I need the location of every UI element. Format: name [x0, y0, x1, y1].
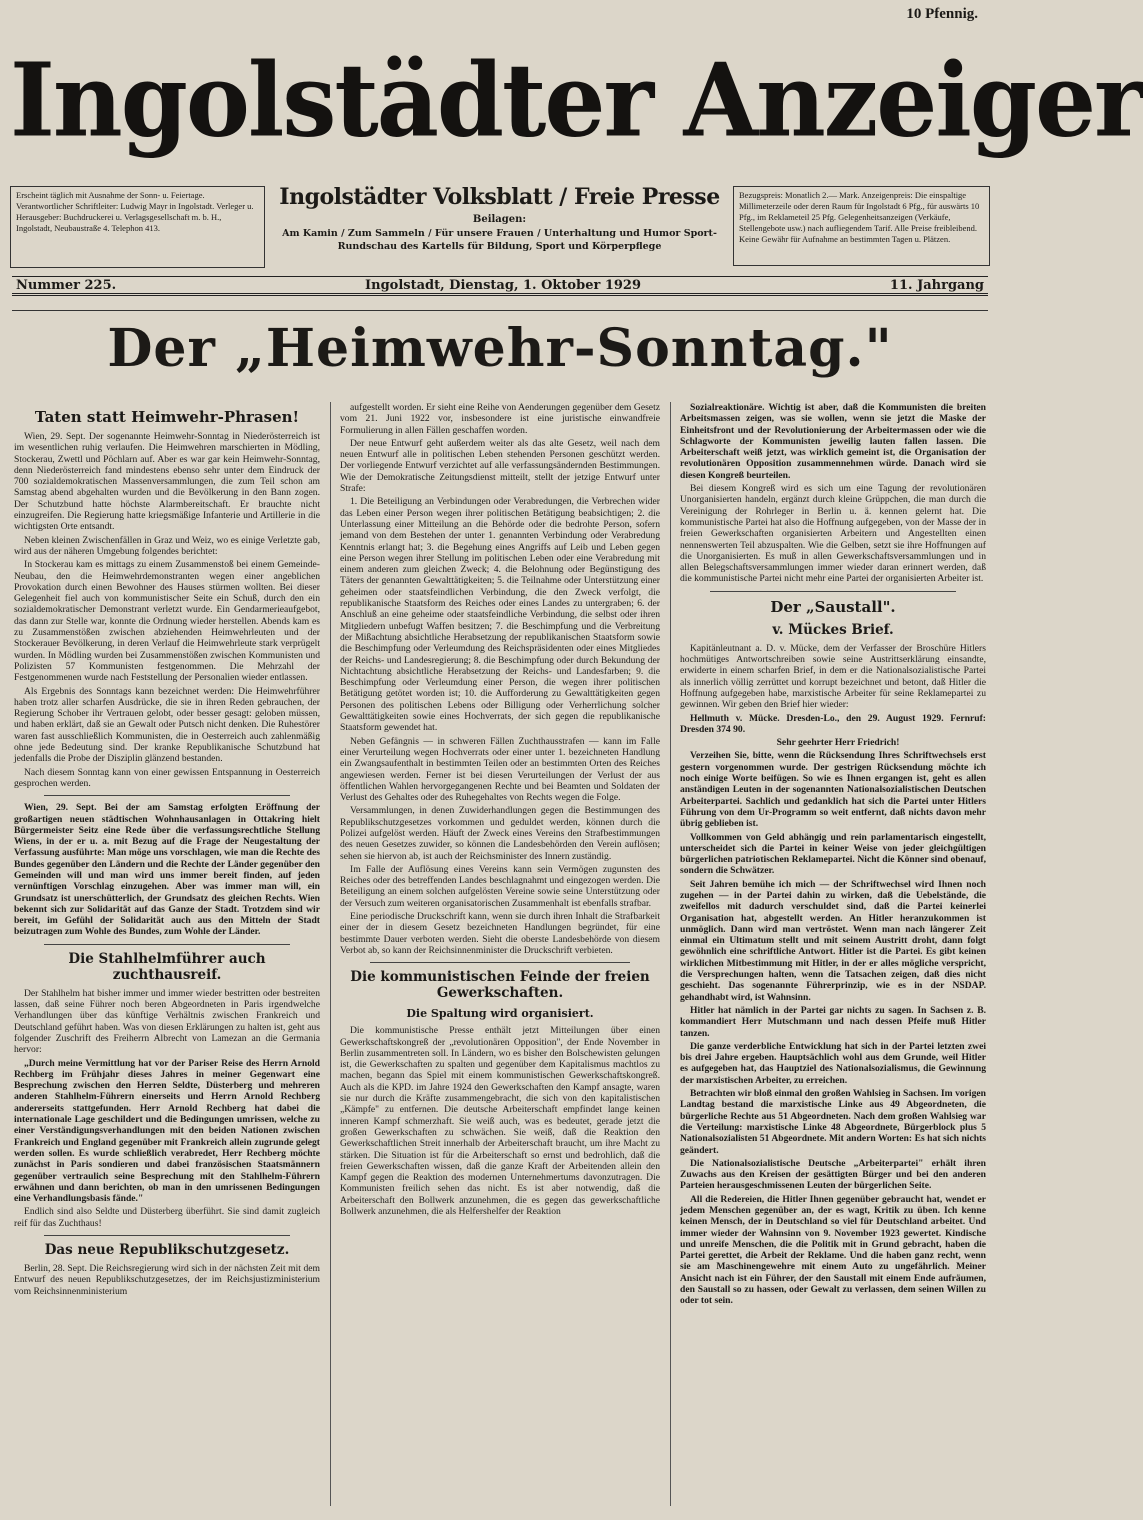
article-paragraph: In Stockerau kam es mittags zu einem Zusammenstoß bei einem Gemeinde-Neubau, den die Heimwehrdemonstranten wegen einer angeblichen Provokation durch einen Bewohner des Hauses stürmen wollten. Bei dieser Gelegenheit fiel auch von kommunistischer Seite ein Schuß, durch den ein sozialdemokratischer Demonstrant verletzt wurde. Ein Gendarmerieaufgebot, das dann zur Stelle war, konnte die Ordnung wieder herstellen. Abends kam es zu Zusammenstößen zwischen abziehenden Heimwehrleuten und der Stockerauer Bevölkerung, in deren Verlauf die Heimwehrleute stark verprügelt wurden. In Mödling wurden bei Zusammenstößen zwischen Kommunisten und Polizisten 57 Kommunisten festgenommen. Die Mehrzahl der Festgenommenen wurde nach Feststellung der Personalien wieder entlassen. [14, 559, 320, 684]
article-paragraph: Eine periodische Druckschrift kann, wenn sie durch ihren Inhalt die Strafbarkeit einer der in diesem Gesetz bezeichneten Handlungen begründet, für eine bestimmte Dauer verboten werden. Sieht die oberste Landesbehörde von diesem Verbot ab, so kann der Reichsinnenminister die Druckschrift verbieten. [340, 911, 660, 956]
volume-number: 11. Jahrgang [889, 277, 984, 293]
column-1 [14, 402, 320, 1508]
separator [44, 1235, 290, 1236]
article-paragraph: Neben Gefängnis — in schweren Fällen Zuchthausstrafen — kann im Falle einer Verurteilung wegen Hochverrats oder einer unter 1. bezeichneten Handlung ein Zwangsaufenthalt in bestimmten Teilen oder an bestimmten Orten des Reiches angewiesen werden. Ferner ist bei diesen Verurteilungen der Verlust der aus öffentlichen Wahlen hervorgegangenen Rechte und bei Beamten und Soldaten der Verlust des Gehaltes oder des Ruhegehaltes von Rechts wegen die Folge. [340, 735, 660, 804]
masthead: Ingolstädter Anzeiger [10, 41, 1143, 160]
separator [710, 591, 956, 592]
column-2 [340, 402, 660, 1508]
article-paragraph: Im Falle der Auflösung eines Vereins kann sein Vermögen zugunsten des Reiches oder des betreffenden Landes beschlagnahmt und eingezogen werden. Die Beteiligung an einem solchen aufgelösten Vereine sowie seine Unterstützung oder der Versuch zum weiteren organisatorischen Zusammenhalt ist ebenfalls strafbar. [340, 863, 660, 909]
article-paragraph: Betrachten wir bloß einmal den großen Wahlsieg in Sachsen. Im vorigen Landtag bestand die marxistische Linke aus 49 Abgeordneten, die bürgerliche Rechte aus 51 Abgeordneten. Nach dem großen Wahlsieg war die Verteilung: marxistische Linke 48 Abgeordnete, Bürgerblock plus 5 Nationalsozialisten 51 Abgeordnete. Mit andern Worten: Es hat sich nichts geändert. [680, 1088, 986, 1156]
article-paragraph: Der neue Entwurf geht außerdem weiter als das alte Gesetz, weil nach dem neuen Entwurf alle in politischen Leben stehenden Personen geschützt werden. Der vorliegende Entwurf verzichtet auf alle verfassungsändernden Bestimmungen. Wie der Demokratische Zeitungsdienst mitteilt, stellt der jetzige Entwurf unter Strafe: [340, 437, 660, 495]
publisher-info-box: Erscheint täglich mit Ausnahme der Sonn- u. Feiertage. Verantwortlicher Schriftleiter: Ludwig Mayr in Ingolstadt. Verleger u. Herausgeber: Buchdruckerei u. Verlagsgesellschaft m. b. H., Ingolstadt, Neubaustraße 4. Telephon 413. [10, 186, 265, 268]
article-heading: Die Stahlhelmführer auch zuchthausreif. [68, 950, 266, 983]
article-paragraph: Bei diesem Kongreß wird es sich um eine Tagung der revolutionären Unorganisierten handeln, ergänzt durch kleine Grüppchen, die man durch die Vereinigung der Rohrleger in Berlin u. ä. kennen gelernt hat. Die kommunistische Partei hat also die Hoffnung aufgegeben, von der Masse der in freien Gewerkschaften organisierten Arbeitern und Angestellten einen nennenswerten Teil abzuspalten. Wie die Gelben, setzt sie ihre Hoffnungen auf die Unorganisierten. Es muß in allen Gewerkschaftsversammlungen und in allen Belegschaftsversammlungen immer wieder daran erinnert werden, daß die kommunistische Partei nicht mehr eine Partei der organisierten Arbeiter ist. [680, 483, 986, 585]
article-heading: Der „Saustall". [770, 597, 896, 616]
article-paragraph: Neben kleinen Zwischenfällen in Graz und Weiz, wo es einige Verletzte gab, wird aus der näheren Umgebung folgendes berichtet: [14, 534, 320, 557]
dateline-bar [12, 276, 988, 296]
separator [44, 944, 290, 945]
issue-number: Nummer 225. [16, 277, 117, 293]
article-paragraph: Berlin, 28. Sept. Die Reichsregierung wird sich in der nächsten Zeit mit dem Entwurf des neuen Republikschutzgesetzes, der im Reichsjustizministerium vom Reichsinnenministerium [14, 1263, 320, 1297]
article-paragraph: All die Redereien, die Hitler Ihnen gegenüber gebraucht hat, wendet er jedem Menschen gegenüber an, der es wagt, Kritik zu üben. Ich kenne keinen Mensch, der in Deutschland so viel für Deutschland arbeitet. Und immer wieder der Wahnsinn von 9. November 1923 gewertet. Kindische und unreife Menschen, die die Politik mit in Grund gebracht, haben die Partei gerettet, die Arbeit der Reklame. Und die haben ganz recht, wenn sie am Maschinengewehre mit einem Auto zu ungefährlich. Meiner Ansicht nach ist ein Führer, der den Saustall mit einem Ende aufräumen, den Saustall so zu hassen, oder Gewalt zu verlassen, dem seinen Willen zu oder tot sein. [680, 1193, 986, 1307]
column-divider [670, 402, 671, 1506]
article-paragraph: Seit Jahren bemühe ich mich — der Schriftwechsel wird Ihnen noch zugehen — in der Partei dahin zu wirken, daß die Uebelstände, die zweifellos mit dadurch verschuldet sind, daß die Partei keinerlei Organisation hat, abgestellt werden. An Hitler heranzukommen ist unmöglich. Dann wird man vertröstet. Wenn man nach längerer Zeit einmal ein Ultimatum stellt und mit seinem Austritt droht, dann folgt gewöhnlich eine schriftliche Antwort. Hitler ist die Partei. Es gibt keinen wirklichen Mitbestimmung mit Hitler, in der er alles mögliche verspricht, die Versprechungen halten, wenn die Tatsachen zeigen, daß dies nicht geschieht. Das sogenannte Führerprinzip, wie es in der NSDAP. gehandhabt wird, ist Wahnsinn. [680, 878, 986, 1003]
article-paragraph: Endlich sind also Seldte und Düsterberg überführt. Sie sind damit zugleich reif für das Zuchthaus! [14, 1206, 320, 1229]
pricing-info-box: Bezugspreis: Monatlich 2.— Mark. Anzeigenpreis: Die einspaltige Millimeterzeile oder deren Raum für Ingolstadt 6 Pfg., für auswärts 10 Pfg., im Reklameteil 25 Pfg. Gelegenheitsanzeigen (Verkäufe, Stellengebote usw.) nach aufliegendem Tarif. Alle Preise freibleibend. Keine Gewähr für Aufnahme an bestimmten Tagen u. Plätzen. [733, 186, 990, 266]
article-heading: Die kommunistischen Feinde der freien Gewerkschaften. [350, 969, 650, 1002]
article-paragraph: Als Ergebnis des Sonntags kann bezeichnet werden: Die Heimwehrführer haben trotz aller scharfen Ausdrücke, die sie in ihren Reden gebrauchen, der Regierung Schober ihr Vertrauen gelobt, oder besser gesagt: geloben müssen, und haben erklärt, daß sie an Gewalt oder Putsch nicht denken. Die Ruhestörer waren fast ausschließlich Kommunisten, die in Oesterreich auch zahlenmäßig ohne jede Bedeutung sind. Der kranke Republikanische Schutzbund hat jedenfalls die Probe der Disziplin glänzend bestanden. [14, 685, 320, 765]
article-subheading: v. Mückes Brief. [772, 621, 894, 638]
article-heading: Taten statt Heimwehr-Phrasen! [34, 408, 300, 426]
article-paragraph: 1. Die Beteiligung an Verbindungen oder Verabredungen, die Verbrechen wider das Leben einer Person wegen ihrer politischen Betätigung beabsichtigen; 2. die Unterlassung einer Mitteilung an die Behörde oder die bedrohte Person, sofern jemand von dem Bestehen der unter 1. genannten Verbindung oder Verabredung Kenntnis erlangt hat; 3. die Begehung eines Angriffs auf Leib und Leben gegen eine Person wegen ihrer Stellung im politischen Leben oder eine Verabredung mit einem anderen zum gleichen Zweck; 4. die Belohnung oder Begünstigung des Täters der genannten Gewalttätigkeiten; 5. die Teilnahme oder Unterstützung einer geheimen oder staatsfeindlichen Verbindung, die den Zweck verfolgt, die republikanische Staatsform des Reiches oder eines Landes zu untergraben; 6. der Anschluß an eine geheime oder staatsfeindliche Verbindung, die selbst oder ihren Mitgliedern unbefugt Waffen besitzen; 7. die Beschimpfung und die Verbreitung der Mißachtung absichtliche Herabsetzung der republikanischen Staatsform sowie die Beschimpfung oder Verleumdung des Reichspräsidenten oder eines Mitgliedes der Reichs- und Landesregierung; 8. die Beschimpfung oder durch Bekundung der Nichtachtung absichtliche Herabsetzung der Reichs- und Landesfarben; 9. die Beschimpfung oder Verleumdung einer Person, die wegen ihrer politischen Betätigung getötet worden ist; 10. die Aufforderung zu Gewalttätigkeiten gegen Personen des politischen Lebens oder Billigung oder Verherrlichung solcher Gewalttätigkeiten sowie eines Hochverrats, der sich gegen die republikanische Staatsform gewendet hat. [340, 496, 660, 734]
subtitle-block [272, 184, 727, 253]
article-paragraph: Nach diesem Sonntag kann von einer gewissen Entspannung in Oesterreich gesprochen werden. [14, 766, 320, 789]
issue-date: Ingolstadt, Dienstag, 1. Oktober 1929 [365, 277, 642, 293]
subtitle: Ingolstädter Volksblatt / Freie Presse [279, 184, 720, 210]
article-paragraph: Die ganze verderbliche Entwicklung hat sich in der Partei letzten zwei bis drei Jahre ergeben. Hauptsächlich wohl aus dem Grunde, weil Hitler es aufgegeben hat, das Hauptziel des Nationalsozialismus, die Gewinnung der marxistischen Arbeiter, zu erreichen. [680, 1040, 986, 1086]
article-heading: Das neue Republikschutzgesetz. [44, 1242, 290, 1258]
column-divider [330, 402, 331, 1506]
article-paragraph: Hitler hat nämlich in der Partei gar nichts zu sagen. In Sachsen z. B. kommandiert Herr Mutschmann und nach dessen Pfeife muß Hitler tanzen. [680, 1004, 986, 1039]
separator [44, 795, 290, 796]
article-paragraph: Sozialreaktionäre. Wichtig ist aber, daß die Kommunisten die breiten Arbeitsmassen zeigen, was sie wollen, wenn sie jetzt die Maske der Einheitsfront und der Revolutionierung der Arbeitermassen oder wie die Schlagworte der Kommunisten jeweilig lauten fallen lassen. Die Arbeiterschaft weiß jetzt, was wirklich gemeint ist, die Organisation der revolutionären Opposition zusammennehmen würde. Danach wird sie diesen Kongreß beurteilen. [680, 402, 986, 481]
price: 10 Pfennig. [906, 6, 978, 22]
article-paragraph: Der Stahlhelm hat bisher immer und immer wieder bestritten oder bestreiten lassen, daß seine Führer noch beren Abgeordneten in Paris irgendwelche Verhandlungen über das künftige Verhältnis zwischen Frankreich und Deutschland geführt haben. Was von diesen Erklärungen zu halten ist, geht aus folgender Zuschrift des Freiherrn Albrecht von Lamezan an die Germania hervor: [14, 987, 320, 1056]
article-subheading: Die Spaltung wird organisiert. [406, 1007, 594, 1021]
letter-header: Hellmuth v. Mücke. Dresden-Lo., den 29. August 1929. Fernruf: Dresden 374 90. [680, 712, 986, 735]
article-paragraph: Die kommunistische Presse enthält jetzt Mitteilungen über einen Gewerkschaftskongreß der „revolutionären Opposition", der Ende November in Berlin zusammentreten soll. In Ländern, wo es bisher den Bolschewisten gelungen ist, die Gewerkschaften zu spalten und gegenüber dem Kapitalismus machtlos zu machen, begann das Spiel mit einem kommunistischen Gewerkschaftskongreß. Auch als die KPD. im Jahre 1924 den Gewerkschaften den Kampf ansagte, waren sie nur durch die Kräfte zusammengebracht, die sich von den kapitalistischen „Kämpfe" zu entfernen. Die deutsche Arbeiterschaft empfindet lange keinen inneren Kampf schmerzhaft. Sie weiß auch, was es bedeutet, gerade jetzt die großen Gewerkschaften zu schwächen. Sie weiß, daß die Reaktion den Gewerkschaftlichen Streit innerhalb der Arbeiterschaft braucht, um ihre Macht zu stärken. Die Situation ist für die Arbeiterschaft so ernst und bedrohlich, daß die freien Gewerkschaften wissen, daß die ganze Kraft der Arbeitenden allein den Kampf gegen die Reaktion des modernen Unternehmertums davonzutragen. Die Kommunisten freilich sehen das nicht. Es ist aber notwendig, daß die Arbeiterschaft den Bollwerk anzunehmen, die es gegen das gewerkschaftliche Bollwerk anzunehmen, die als Helfershelfer der Reaktion [340, 1025, 660, 1217]
article-paragraph: Kapitänleutnant a. D. v. Mücke, dem der Verfasser der Broschüre Hitlers hochmütiges Antwortschreiben sowie seine Austrittserklärung einsandte, erwiderte in einem scharfen Brief, in dem er die Nationalsozialistische Partei als innerlich völlig zerrüttet und korrupt bezeichnet und betont, daß Hitler die Hoffnung aufgegeben habe, marxistische Arbeiter für seine Reklamepartei zu gewinnen. Wir geben den Brief hier wieder: [680, 642, 986, 711]
column-3 [680, 402, 986, 1508]
article-paragraph: Verzeihen Sie, bitte, wenn die Rücksendung Ihres Schriftwechsels erst gestern vorgenommen wurde. Der gestrigen Rücksendung möchte ich noch einige Worte beifügen. So wie es Ihnen ergangen ist, geht es allen anständigen Leuten in der sogenannten Nationalsozialistischen Deutschen Arbeiterpartei. Sachlich und gedanklich hat sich die Partei unter Hitlers Führung von dem Ur-Programm so weit entfernt, daß nichts davon mehr übrig geblieben ist. [680, 750, 986, 830]
main-headline: Der „Heimwehr-Sonntag." [107, 318, 893, 379]
header-rule [12, 310, 988, 311]
letter-salutation: Sehr geehrter Herr Friedrich! [776, 737, 900, 749]
article-paragraph: aufgestellt worden. Er sieht eine Reihe von Aenderungen gegenüber dem Gesetz vom 21. Juni 1922 vor, insbesondere ist eine juristische einwandfreie Formulierung in allen Fällen geschaffen worden. [340, 402, 660, 436]
article-paragraph: „Durch meine Vermittlung hat vor der Pariser Reise des Herrn Arnold Rechberg im Frühjahr dieses Jahres in meiner Gegenwart eine Besprechung zwischen den Herren Seldte, Düsterberg und mehreren anderen Stahlhelm-Führern einerseits und Herrn Arnold Rechberg andererseits stattgefunden. Herr Arnold Rechberg hat dabei die internationale Lage geschildert und die Bedingungen umrissen, welche zu einer Verständigungsverhandlungen mit den beiden Nationen zwischen Frankreich und England gegenüber mit Frankreich allein zugrunde gelegt werden sollen. Es wurde schließlich verabredet, Herr Rechberg möchte zunächst in Paris sondieren und dabei französischen Staatsmännern gegenüber vertraulich seine Besprechung mit den Stahlhelm-Führern erwähnen und dann berichten, ob man in den umrissenen Bedingungen eine Verhandlungsbasis fände." [14, 1057, 320, 1205]
supplements-list: Am Kamin / Zum Sammeln / Für unsere Frauen / Unterhaltung und Humor Sport-Rundschau des Kartells für Bildung, Sport und Körperpflege [282, 228, 717, 252]
article-paragraph: Versammlungen, in denen Zuwiderhandlungen gegen die Bestimmungen des Republikschutzgesetzes vorkommen und geduldet werden, können durch die Polizei aufgelöst werden. Häuft der Zweck eines Vereins den Strafbestimmungen des neuen Gesetzes zuwider, so können die Landesbehörden den Verein auflösen; sehen sie hiervon ab, ist auch der Reichsminister des Innern zuständig. [340, 805, 660, 862]
article-paragraph: Die Nationalsozialistische Deutsche „Arbeiterpartei" erhält ihren Zuwachs aus den Kreisen der gesättigten Bürger und bei den anderen Parteien herausgeschmissenen Leuten der bürgerlichen Seite. [680, 1157, 986, 1192]
supplements-label: Beilagen: [472, 214, 527, 225]
separator [370, 962, 630, 963]
article-paragraph: Wien, 29. Sept. Bei der am Samstag erfolgten Eröffnung der großartigen neuen städtischen Wohnhausanlagen in Ottakring hielt Bürgermeister Seitz eine Rede über die verfassungsrechtliche Stellung Wiens, in der er u. a. mit Bezug auf die Frage der Neugestaltung der Verfassung ausführte: Man möge uns vorschlagen, wie man die Rechte des Bundes gegenüber den Ländern und die Rechte der Länder gegenüber den Gemeinden will und man wird uns immer bereit finden, auf jeden vernünftigen Vorschlag einzugehen. Aber was immer man will, ein Grundsatz ist unerschütterlich, der Grundsatz des gleichen Rechts. Wien bekennt sich zur Solidarität auf das Ganze der Stadt. Trotzdem sind wir bereit, im Gefühl der Solidarität auch aus den Mitteln der Stadt beizutragen zum Wohle des Bundes, zum Wohle der Länder. [14, 802, 320, 938]
article-paragraph: Vollkommen von Geld abhängig und rein parlamentarisch eingestellt, unterscheidet sich die Partei in keiner Weise von jeder gleichgültigen bürgerlichen patriotischen Reklamepartei. Nicht die Könner sind obenauf, sondern die Schwätzer. [680, 831, 986, 877]
article-paragraph: Wien, 29. Sept. Der sogenannte Heimwehr-Sonntag in Niederösterreich ist im wesentlichen ruhig verlaufen. Die Heimwehren marschierten in Mödling, Stockerau, Zwettl und Pöchlarn auf. Aber es war gar kein Heimwehr-Sonntag, denn Niederösterreich fand mindestens ebenso sehr unter dem Eindruck der 700 sozialdemokratischen Massenversammlungen, die zum Teil schon am Samstag abend abgehalten wurden und die Bevölkerung in den Bann zogen. Der Schutzbund hatte höchste Alarmbereitschaft. Er brauchte nicht einzugreifen. Die Regierung hatte kriegsmäßige Infanterie und Artillerie in die wichtigsten Orte entsandt. [14, 431, 320, 533]
